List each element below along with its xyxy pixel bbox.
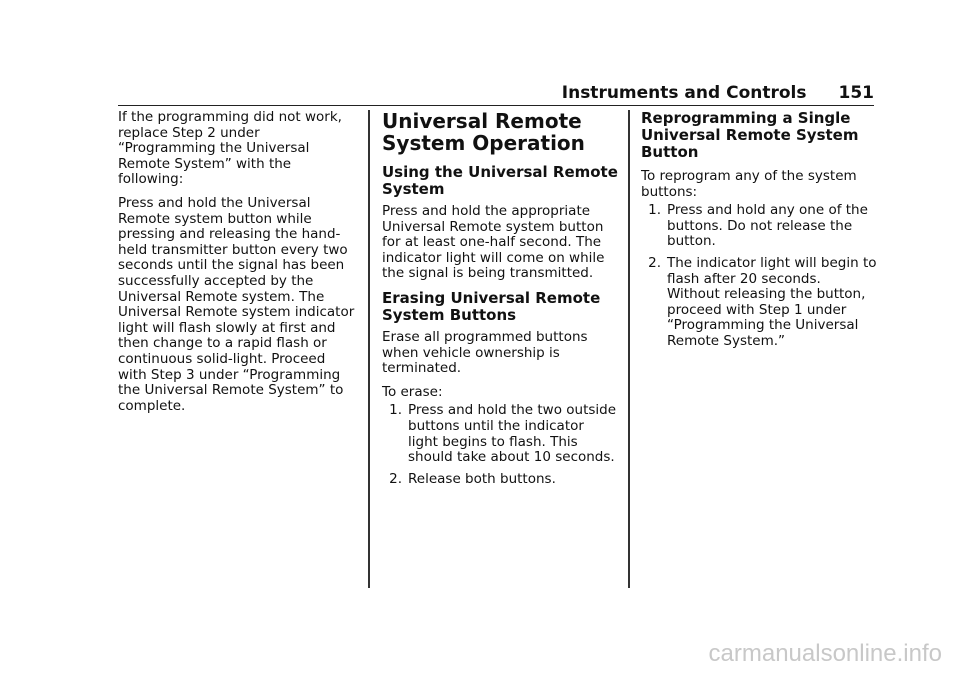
paragraph-alternate-step: Press and hold the Universal Remote system button while pressing and releasing the hand-held transmitter button every two seconds until the signal has been successfully accepted by the Universal Remote system. The Universal Remote system indicator light will flash slowly at first and then change to a rapid flash or continuous solid-light. Proceed with Step 3 under “Programming the Universal Remote System” to complete. (118, 194, 355, 414)
step-text: Press and hold any one of the buttons. Do not release the button. (667, 202, 868, 250)
label-to-erase: To erase: (382, 383, 443, 400)
list-item (382, 472, 618, 488)
list-item (641, 256, 877, 350)
step-text: Press and hold the two outside buttons until the indicator light begins to flash. This should take about 10 seconds. (408, 402, 617, 466)
section-title: Instruments and Controls (561, 83, 807, 103)
watermark: carmanualsonline.info (708, 640, 942, 667)
reprogram-steps-list (641, 203, 877, 349)
column-middle (382, 110, 618, 495)
step-number: 2. (389, 470, 402, 487)
step-number: 1. (389, 402, 402, 419)
step-number: 2. (648, 254, 661, 271)
column-left (118, 110, 356, 422)
paragraph-reprogram-intro: To reprogram any of the system buttons: (641, 168, 857, 200)
list-item (382, 403, 618, 465)
paragraph-using-system: Press and hold the appropriate Universal Remote system button for at least one-half second. The indicator light will come on while the signal is being transmitted. (382, 203, 605, 282)
paragraph-programming-failed: If the programming did not work, replace Step 2 under “Programming the Universal Remote System” with the following: (118, 109, 342, 188)
step-text: Release both buttons. (408, 470, 556, 487)
step-text: The indicator light will begin to flash after 20 seconds. Without releasing the button, proceed with Step 1 under “Programming the Universal Remote System.” (667, 254, 877, 349)
erase-steps-list (382, 403, 618, 487)
heading-using-system: Using the Universal Remote System (382, 163, 618, 198)
step-number: 1. (648, 202, 661, 219)
page-header (118, 82, 874, 106)
heading-reprogramming: Reprogramming a Single Universal Remote System Button (641, 109, 859, 161)
column-divider-1 (368, 110, 370, 588)
column-right (641, 110, 877, 358)
heading-system-operation: Universal Remote System Operation (382, 109, 585, 155)
heading-erasing-buttons: Erasing Universal Remote System Buttons (382, 288, 601, 324)
page-number: 151 (838, 83, 874, 103)
paragraph-erasing: Erase all programmed buttons when vehicle ownership is terminated. (382, 328, 588, 377)
list-item (641, 203, 877, 250)
column-divider-2 (628, 110, 630, 588)
